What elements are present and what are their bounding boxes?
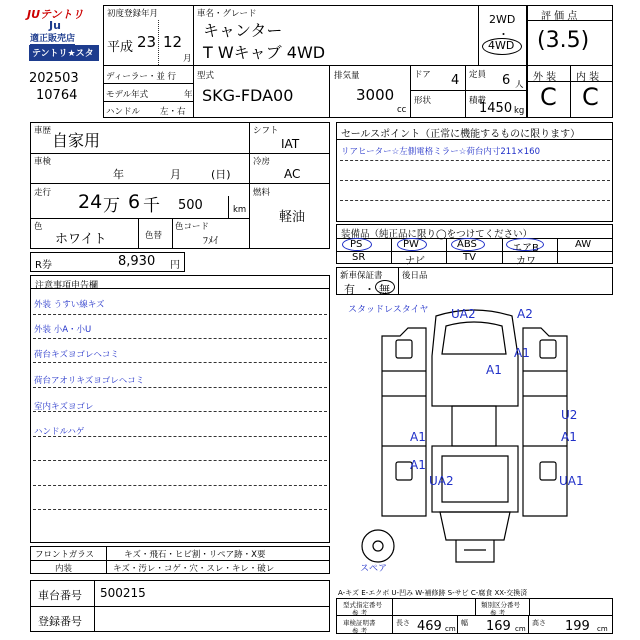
- warranty-label: 新車保証書: [340, 271, 383, 281]
- car-grade: T Wキャブ 4WD: [203, 43, 326, 62]
- capacity-unit: 人: [515, 80, 524, 90]
- damage-mark: A1: [486, 363, 502, 377]
- reg-number-label: 登録番号: [38, 615, 82, 628]
- displacement-value: 3000: [356, 86, 395, 104]
- width-value: 169: [486, 619, 511, 634]
- height-unit: cm: [597, 625, 608, 633]
- equip-ps: PS: [350, 239, 363, 250]
- selling-points-label: セールスポイント（正常に機能するものに限ります）: [341, 129, 581, 140]
- interior-row-options: キズ・汚レ・コゲ・穴・スレ・キレ・破レ: [113, 564, 275, 574]
- displacement-unit: cc: [397, 105, 407, 115]
- cert-label: 車検証明書: [343, 619, 376, 627]
- equip-abs: ABS: [457, 239, 477, 250]
- mileage-hundreds: 500: [178, 198, 203, 213]
- inspection-year-unit: 年: [113, 168, 124, 181]
- chassis-label: 車台番号: [38, 589, 82, 602]
- warranty-yes: 有: [344, 283, 355, 296]
- studless-label: スタッドレスタイヤ: [348, 305, 429, 315]
- note-item: 外装 うすい線キズ: [34, 300, 105, 310]
- model-spec-ref: 参 考: [352, 609, 368, 617]
- equip-ps-circle: [342, 238, 372, 251]
- model-code: SKG-FDA00: [202, 86, 294, 105]
- load-unit: kg: [514, 106, 525, 116]
- mileage-man-unit: 万: [103, 196, 120, 216]
- damage-mark: A1: [410, 430, 426, 444]
- displacement-label: 排気量: [334, 71, 360, 81]
- mileage-man: 24: [78, 191, 103, 213]
- mileage-unit: km: [233, 205, 247, 215]
- warranty-sep: ・: [364, 283, 375, 296]
- chassis-value: 500215: [100, 586, 146, 600]
- equip-abs-circle: [451, 238, 485, 251]
- note-item: ハンドルハゲ: [34, 427, 85, 437]
- equip-pw-circle: [397, 238, 427, 251]
- first-reg-label: 初度登録年月: [107, 9, 159, 19]
- recycle-value: 8,930: [118, 254, 156, 269]
- dealer-label: ディーラー・並 行: [106, 72, 177, 82]
- note-item: 荷台キズヨゴレヘコミ: [34, 350, 119, 360]
- equip-airbag-circle: [506, 238, 544, 251]
- lot-number: 202503: [29, 71, 79, 86]
- equip-aw: AW: [575, 239, 592, 250]
- drive-4wd: 4WD: [488, 39, 515, 52]
- dealer-logo: [25, 6, 103, 72]
- recycle-label: R券: [35, 260, 52, 271]
- width-label: 幅: [461, 619, 468, 627]
- exterior-value: C: [540, 83, 557, 111]
- first-reg-year: 23: [137, 33, 157, 51]
- interior-label: 内 装: [576, 72, 600, 83]
- logo-brand: JUテントリ: [27, 8, 84, 21]
- car-name-label: 車名・グレード: [197, 9, 257, 19]
- grade-value: (3.5): [537, 28, 590, 53]
- equip-leather: カワ: [516, 256, 536, 267]
- shape-label: 形状: [414, 96, 432, 106]
- model-code-label: 型式: [197, 71, 215, 81]
- equipment-label: 装備品（純正品に限り◯をつけてください）: [341, 229, 533, 240]
- lot-sub: 10764: [36, 88, 78, 103]
- shift-label: シフト: [253, 126, 279, 136]
- logo-ju: Ju: [49, 19, 61, 32]
- color-code-value: ﾌﾒｲ: [203, 236, 218, 247]
- doors-value: 4: [451, 73, 460, 88]
- interior-row-label: 内装: [55, 564, 73, 574]
- damage-mark: A2: [517, 307, 533, 321]
- logo-star: テントリ★スター: [29, 45, 99, 61]
- first-reg-era: 平成: [107, 40, 134, 55]
- equip-sr: SR: [352, 252, 366, 263]
- mileage-sen: 6: [128, 191, 141, 213]
- equip-airbag: エアB: [512, 243, 539, 254]
- shift-value: IAT: [281, 137, 300, 151]
- color-label: 色: [34, 222, 43, 232]
- length-unit: cm: [445, 625, 456, 633]
- mileage-label: 走行: [34, 188, 52, 198]
- equip-navi: ナビ: [405, 256, 425, 267]
- cert-ref: 参 考: [352, 627, 368, 635]
- usage-value: 自家用: [52, 131, 101, 150]
- logo-dealer: 適正販売店: [30, 31, 75, 45]
- class-label: 類別区分番号: [481, 601, 520, 609]
- first-reg-month: 12: [163, 33, 183, 51]
- damage-mark: UA1: [559, 474, 584, 488]
- front-glass-options: キズ・飛石・ヒビ割・リペア跡・X要: [124, 550, 266, 560]
- damage-mark: A1: [410, 458, 426, 472]
- class-ref: 参 考: [490, 609, 506, 617]
- note-item: 荷台アオリキズヨゴレヘコミ: [34, 376, 145, 386]
- fuel-label: 燃料: [253, 188, 271, 198]
- handle-options: 左・右: [160, 107, 186, 117]
- aircon-value: AC: [284, 167, 301, 181]
- model-spec-label: 型式指定番号: [343, 601, 382, 609]
- selling-point-1: リアヒーター☆左側電格ミラー☆荷台内寸211×160: [341, 147, 540, 157]
- length-value: 469: [417, 619, 442, 634]
- spare-label: スペア: [360, 564, 388, 574]
- damage-legend: A-キズ E-エクボ U-凹み W-補修跡 S-サビ C-腐食 XX-交換済: [338, 589, 528, 597]
- damage-mark: A1: [561, 430, 577, 444]
- notes-label: 注意事項申告欄: [35, 281, 99, 291]
- height-value: 199: [565, 619, 590, 634]
- docs-label: 後日品: [402, 271, 428, 281]
- usage-label: 車歴: [34, 126, 52, 136]
- grade-label: 評 価 点: [541, 11, 578, 22]
- height-label: 高さ: [532, 619, 546, 627]
- equip-pw: PW: [403, 239, 419, 250]
- capacity-value: 6: [502, 73, 511, 88]
- drive-dot: ・: [498, 28, 509, 41]
- handle-label: ハンドル: [106, 107, 141, 117]
- damage-mark: A1: [514, 346, 530, 360]
- inspection-day-unit: (日): [211, 168, 231, 181]
- car-name: キャンター: [203, 21, 283, 40]
- color-swap-label: 色替: [145, 231, 163, 241]
- model-year-label: モデル年式: [106, 90, 149, 100]
- interior-value: C: [582, 83, 599, 111]
- width-unit: cm: [515, 625, 526, 633]
- exterior-label: 外 装: [533, 72, 557, 83]
- damage-mark: UA2: [429, 474, 454, 488]
- load-label: 積載: [469, 96, 487, 106]
- load-value: 1450: [479, 101, 513, 116]
- warranty-no: 無: [379, 283, 390, 296]
- capacity-label: 定員: [469, 70, 487, 80]
- note-item: 外装 小A・小U: [34, 325, 92, 335]
- recycle-unit: 円: [170, 260, 180, 271]
- fuel-value: 軽油: [279, 210, 306, 225]
- first-reg-month-unit: 月: [183, 54, 192, 64]
- length-label: 長さ: [396, 619, 410, 627]
- inspection-label: 車検: [34, 157, 52, 167]
- damage-mark: UA2: [451, 307, 476, 321]
- lot-number-box: [25, 65, 105, 117]
- equip-tv: TV: [463, 252, 476, 263]
- damage-mark: U2: [561, 408, 578, 422]
- inspection-month-unit: 月: [170, 168, 181, 181]
- drive-2wd: 2WD: [489, 13, 516, 26]
- model-year-unit: 年: [184, 90, 193, 100]
- mileage-sen-unit: 千: [143, 196, 160, 216]
- front-glass-label: フロントガラス: [35, 550, 94, 560]
- color-code-label: 色コード: [175, 222, 210, 232]
- recycle-box: [30, 252, 185, 272]
- doors-label: ドア: [414, 70, 431, 80]
- aircon-label: 冷房: [253, 157, 271, 167]
- note-item: 室内キズヨゴレ: [34, 402, 94, 412]
- color-value: ホワイト: [55, 232, 107, 247]
